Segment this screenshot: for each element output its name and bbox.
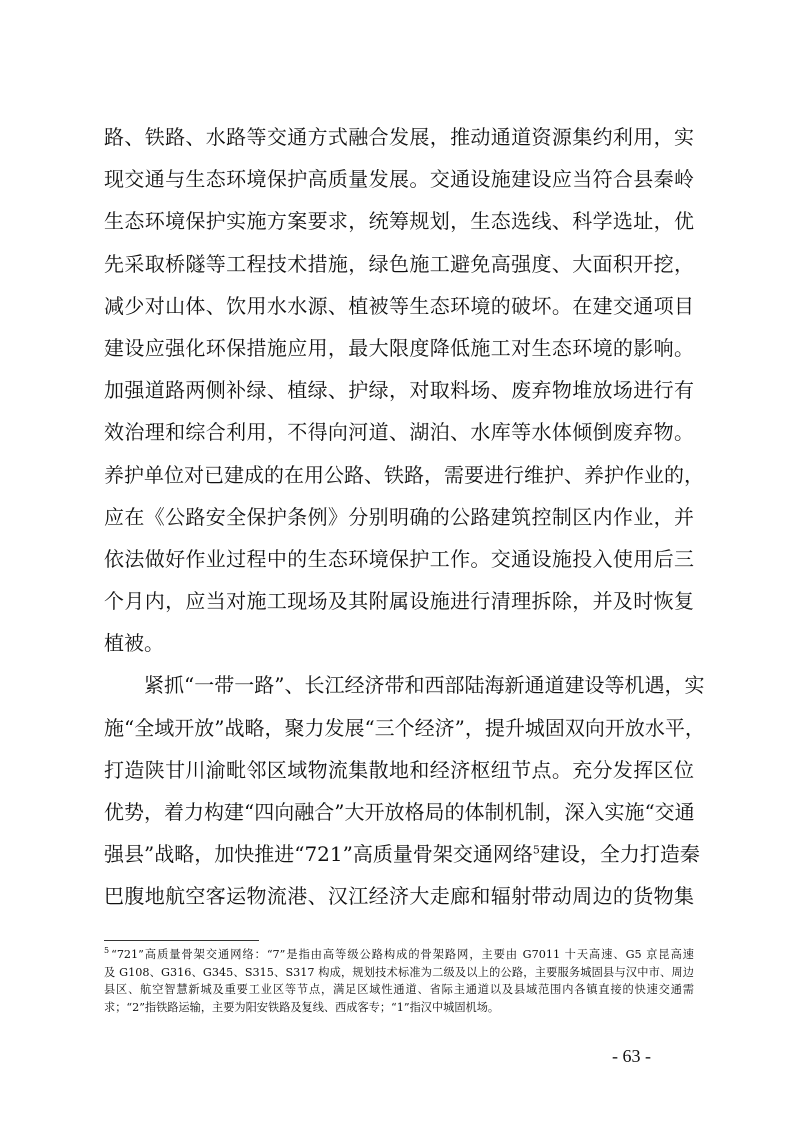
text-line: 优势，着力构建“四向融合”大开放格局的体制机制，深入实施“交通 bbox=[104, 800, 695, 824]
text-segment: 建设，全力打造秦 bbox=[539, 842, 700, 867]
text-line: 路、铁路、水路等交通方式融合发展，推动通道资源集约利用，实 bbox=[104, 125, 694, 149]
footnote bbox=[104, 946, 694, 1016]
text-line: 现交通与生态环境保护高质量发展。交通设施建设应当符合县秦岭 bbox=[104, 167, 694, 192]
text-line: 加强道路两侧补绿、植绿、护绿，对取料场、废弃物堆放场进行有 bbox=[104, 378, 694, 403]
body-text bbox=[104, 116, 705, 918]
footnote-line: 求；“2”指铁路运输，主要为阳安铁路及复线、西成客专；“1”指汉中城固机场。 bbox=[104, 1000, 500, 1014]
text-line: 应在《公路安全保护条例》分别明确的公路建筑控制区内作业，并 bbox=[104, 504, 694, 529]
text-line: 个月内，应当对施工现场及其附属设施进行清理拆除，并及时恢复 bbox=[104, 589, 694, 614]
text-line: 建设应强化环保措施应用，最大限度降低施工对生态环境的影响。 bbox=[104, 335, 694, 360]
text-line-with-footnote-ref bbox=[104, 833, 700, 875]
text-line: 效治理和综合利用，不得向河道、湖泊、水库等水体倾倒废弃物。 bbox=[104, 420, 694, 445]
text-segment: 强县”战略，加快推进“721”高质量骨架交通网络 bbox=[104, 842, 533, 867]
text-line: 巴腹地航空客运物流港、汉江经济大走廊和辐射带动周边的货物集 bbox=[104, 884, 694, 909]
footnote-divider bbox=[104, 940, 259, 941]
footnote-line: 县区、航空智慧新城及重要工业区等节点，满足区域性通道、省际主通道以及县域范围内各镇直接的快速交通需 bbox=[104, 983, 694, 996]
footnote-line bbox=[104, 946, 694, 964]
text-line: 先采取桥隧等工程技术措施，绿色施工避免高强度、大面积开挖， bbox=[104, 251, 694, 276]
page-number: - 63 - bbox=[612, 1046, 651, 1066]
footnote-text: “721”高质量骨架交通网络：“7”是指由高等级公路构成的骨架路网，主要由 G7011 十天高速、G5 京昆高速 bbox=[111, 948, 694, 961]
text-line: 紧抓“一带一路”、长江经济带和西部陆海新通道建设等机遇，实 bbox=[144, 673, 705, 698]
text-line: 施“全域开放”战略，聚力发展“三个经济”，提升城固双向开放水平， bbox=[104, 715, 705, 740]
footnote-mark: 5 bbox=[104, 946, 110, 956]
text-line: 减少对山体、饮用水水源、植被等生态环境的破坏。在建交通项目 bbox=[104, 293, 694, 318]
text-line: 植被。 bbox=[104, 631, 164, 656]
text-line: 依法做好作业过程中的生态环境保护工作。交通设施投入使用后三 bbox=[104, 546, 694, 571]
text-line: 养护单位对已建成的在用公路、铁路，需要进行维护、养护作业的， bbox=[104, 462, 704, 487]
text-line: 打造陕甘川渝毗邻区域物流集散地和经济枢纽节点。充分发挥区位 bbox=[104, 757, 694, 782]
footnote-line: 及 G108、G316、G345、S315、S317 构成，规划技术标准为二级及以上的公路，主要服务城固县与汉中市、周边 bbox=[104, 965, 694, 979]
footnote-reference[interactable]: 5 bbox=[532, 843, 540, 857]
text-line: 生态环境保护实施方案要求，统筹规划，生态选线、科学选址，优 bbox=[104, 209, 694, 234]
